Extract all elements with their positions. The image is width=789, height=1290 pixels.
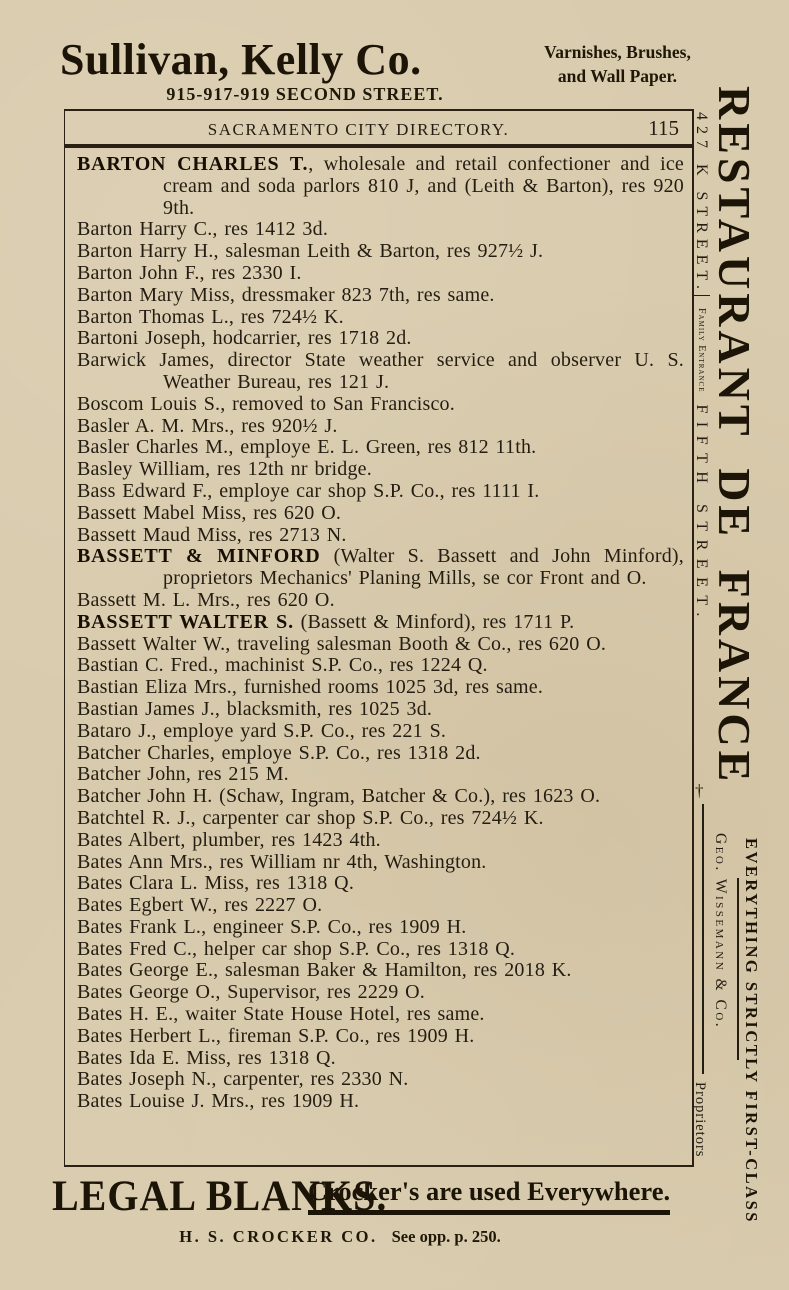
bottom-ad-slogan: Crocker's are used Everywhere. (308, 1176, 670, 1215)
bottom-ad-note: See opp. p. 250. (391, 1227, 501, 1246)
directory-entry: Basley William, res 12th nr bridge. (77, 458, 372, 481)
directory-entry: Bates Louise J. Mrs., res 1909 H. (77, 1090, 360, 1113)
top-ad-tagline (505, 40, 730, 88)
directory-entry: Bassett M. L. Mrs., res 620 O. (77, 588, 335, 611)
directory-entry: Bataro J., employe yard S.P. Co., res 221 S. (77, 719, 447, 742)
bottom-ad-footer (70, 1227, 610, 1247)
proprietor-name-rule (737, 878, 739, 1060)
top-ad-tagline-line1: Varnishes, Brushes, (544, 42, 691, 62)
top-ad-tagline-line2: and Wall Paper. (557, 66, 678, 86)
directory-entry: Barton Mary Miss, dressmaker 823 7th, res same. (77, 283, 495, 306)
directory-entry: Bates Ida E. Miss, res 1318 Q. (77, 1046, 336, 1069)
directory-entry: Bassett Mabel Miss, res 620 O. (77, 501, 342, 524)
directory-entry: BARTON CHARLES T., wholesale and retail confectioner and ice cream and soda parlors 810 J, and (Leith & Barton), res 920 9th. (77, 153, 684, 219)
directory-entry: Bates Herbert L., fireman S.P. Co., res 1909 H. (77, 1024, 475, 1047)
directory-entry: Bates Ann Mrs., res William nr 4th, Washington. (77, 850, 487, 873)
side-ad-address-column (692, 112, 710, 625)
directory-entry: Barton Harry H., salesman Leith & Barton, res 927½ J. (77, 240, 544, 263)
directory-entry: Bates Clara L. Miss, res 1318 Q. (77, 872, 355, 895)
directory-entry: Batcher Charles, employe S.P. Co., res 1318 2d. (77, 741, 481, 764)
directory-entry: Basler Charles M., employe E. L. Green, res 812 11th. (77, 436, 537, 459)
directory-entry: Bartoni Joseph, hodcarrier, res 1718 2d. (77, 327, 412, 350)
directory-entry: Boscom Louis S., removed to San Francisco. (77, 392, 455, 415)
directory-entry: Bates Egbert W., res 2227 O. (77, 894, 323, 917)
top-ad-street-address: 915-917-919 SECOND STREET. (166, 84, 444, 104)
dagger-ornament-icon: † (695, 781, 704, 800)
directory-entry: Bates Joseph N., carpenter, res 2330 N. (77, 1068, 409, 1091)
directory-entry: Bates Frank L., engineer S.P. Co., res 1909 H. (77, 915, 467, 938)
side-ad-restaurant-name: RESTAURANT DE FRANCE (709, 86, 760, 786)
directory-entry: Batcher John, res 215 M. (77, 763, 289, 786)
directory-entry: BASSETT & MINFORD (Walter S. Bassett and John Minford), proprietors Mechanics' Planing Mills, se cor Front and O. (77, 545, 684, 590)
bottom-ad-product: LEGAL BLANKS. (52, 1171, 388, 1220)
directory-entry: Barwick James, director State weather service and observer U. S. Weather Bureau, res 121 J. (77, 349, 684, 393)
directory-entry: Barton Thomas L., res 724½ K. (77, 305, 344, 328)
directory-entry: BASSETT WALTER S. (Bassett & Minford), res 1711 P. (77, 610, 575, 633)
directory-entry: Barton John F., res 2330 I. (77, 261, 302, 284)
directory-entry: Bastian Eliza Mrs., furnished rooms 1025 3d, res same. (77, 676, 544, 699)
side-ad-proprietor-label: Proprietors (692, 1082, 708, 1158)
side-ad-tagline: EVERYTHING STRICTLY FIRST-CLASS (742, 838, 761, 1224)
directory-entry: Bates George E., salesman Baker & Hamilton, res 2018 K. (77, 959, 572, 982)
side-ad-entrance-street: FIFTH STREET. (693, 404, 710, 625)
directory-entry: Bassett Walter W., traveling salesman Booth & Co., res 620 O. (77, 632, 607, 655)
side-ad-family-entrance: Family Entrance (696, 308, 707, 393)
directory-entry: Bastian James J., blacksmith, res 1025 3d. (77, 697, 433, 720)
directory-entry: Bates Albert, plumber, res 1423 4th. (77, 828, 381, 851)
directory-entry: Bastian C. Fred., machinist S.P. Co., res 1224 Q. (77, 654, 488, 677)
directory-entry: Batchtel R. J., carpenter car shop S.P. Co., res 724½ K. (77, 806, 544, 829)
top-ad-company-name: Sullivan, Kelly Co. (60, 35, 422, 84)
directory-entry: Bassett Maud Miss, res 2713 N. (77, 523, 347, 546)
directory-entry: Batcher John H. (Schaw, Ingram, Batcher & Co.), res 1623 O. (77, 785, 601, 808)
side-ad-street-address: 427 K STREET. (693, 112, 710, 296)
directory-entries (65, 148, 692, 1117)
directory-entry: Barton Harry C., res 1412 3d. (77, 218, 329, 241)
proprietor-rule (702, 804, 704, 1074)
directory-title: SACRAMENTO CITY DIRECTORY. (207, 120, 510, 139)
directory-entry: Bass Edward F., employe car shop S.P. Co., res 1111 I. (77, 479, 540, 502)
directory-header-row (65, 111, 692, 148)
directory-entry: Bates George O., Supervisor, res 2229 O. (77, 981, 425, 1004)
directory-entry: Basler A. M. Mrs., res 920½ J. (77, 414, 338, 437)
directory-box (64, 109, 694, 1167)
directory-entry: Bates Fred C., helper car shop S.P. Co., res 1318 Q. (77, 937, 516, 960)
bottom-ad-company: H. S. CROCKER CO. (179, 1227, 378, 1246)
page-number: 115 (648, 116, 679, 140)
directory-entry: Bates H. E., waiter State House Hotel, res same. (77, 1003, 485, 1026)
side-ad-proprietor-name: Geo. Wissemann & Co. (712, 833, 729, 1030)
